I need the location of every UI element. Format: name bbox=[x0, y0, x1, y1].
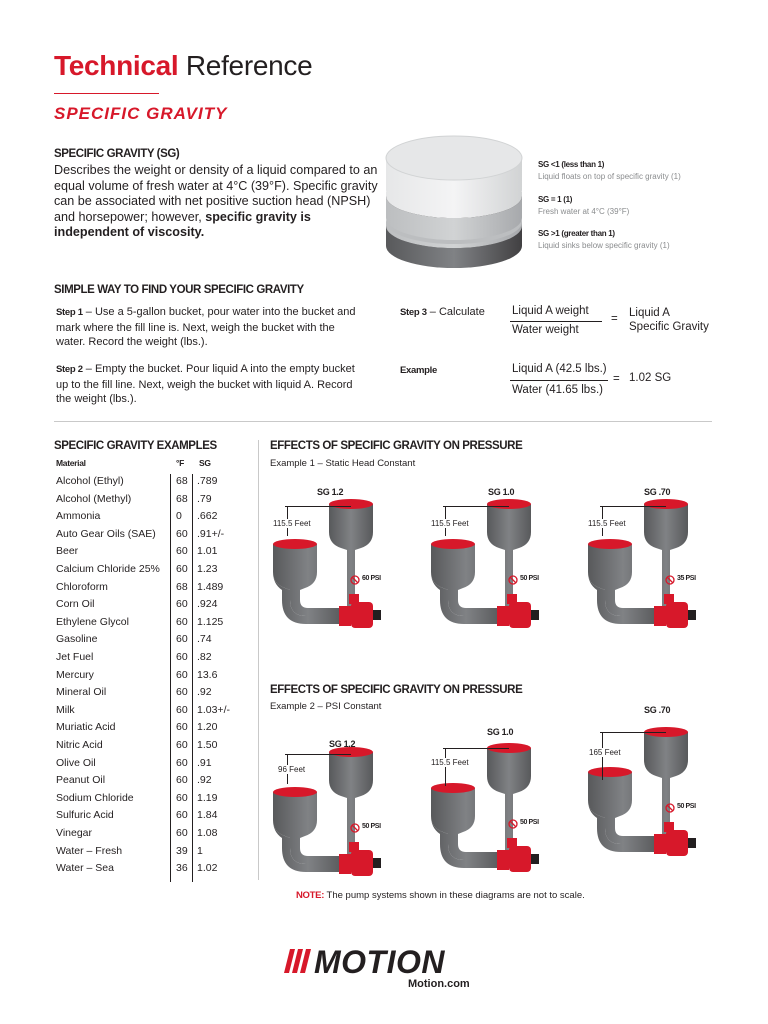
head-arrow bbox=[445, 748, 446, 786]
table-cell-material: Sodium Chloride bbox=[56, 791, 134, 804]
table-cell-material: Ammonia bbox=[56, 510, 101, 523]
table-cell-material: Corn Oil bbox=[56, 598, 95, 611]
table-divider-2 bbox=[192, 474, 193, 882]
table-cell-f: 60 bbox=[176, 598, 188, 611]
diagram-sg-label: SG .70 bbox=[644, 487, 671, 497]
table-cell-f: 0 bbox=[176, 510, 182, 523]
table-cell-material: Milk bbox=[56, 703, 75, 716]
head-line bbox=[443, 506, 509, 507]
formula-result-line1: Liquid A bbox=[629, 307, 670, 319]
table-cell-sg: .91+/- bbox=[197, 527, 225, 540]
table-cell-material: Nitric Acid bbox=[56, 739, 103, 751]
table-cell-f: 60 bbox=[176, 545, 188, 558]
diagram-sg-label: SG 1.2 bbox=[317, 487, 344, 497]
diagram-note: NOTE: The pump systems shown in these diagrams are not to scale. bbox=[296, 890, 585, 901]
diagram-feet-label: 115.5 Feet bbox=[431, 519, 469, 528]
table-cell-f: 60 bbox=[176, 703, 188, 716]
table-cell-material: Sulfuric Acid bbox=[56, 809, 114, 822]
diagram-sg-label: SG 1.0 bbox=[488, 487, 515, 497]
effects1-heading: EFFECTS OF SPECIFIC GRAVITY ON PRESSURE bbox=[270, 440, 523, 452]
pump-diagram bbox=[588, 714, 718, 856]
motion-logo-icon bbox=[284, 949, 314, 975]
table-cell-sg: 1.19 bbox=[197, 791, 218, 804]
head-line bbox=[285, 506, 351, 507]
effects1-subheading: Example 1 – Static Head Constant bbox=[270, 458, 416, 469]
formula-equals: = bbox=[611, 313, 618, 325]
brand-url[interactable]: Motion.com bbox=[408, 978, 470, 990]
table-cell-sg: .79 bbox=[197, 492, 212, 505]
table-cell-sg: 13.6 bbox=[197, 668, 218, 681]
layer-label-greater: SG >1 (greater than 1) bbox=[538, 229, 615, 238]
table-cell-f: 68 bbox=[176, 580, 188, 593]
pump-diagram bbox=[431, 736, 561, 872]
table-cell-f: 36 bbox=[176, 862, 188, 875]
diagram-feet-label: 115.5 Feet bbox=[588, 519, 626, 528]
head-line bbox=[443, 748, 509, 749]
liquid-layers-illustration bbox=[384, 132, 524, 272]
formula-bar bbox=[510, 321, 602, 322]
table-cell-material: Mercury bbox=[56, 668, 94, 681]
step-3: Step 3 – Calculate bbox=[400, 306, 485, 318]
table-cell-sg: 1.03+/- bbox=[197, 703, 230, 716]
table-cell-material: Jet Fuel bbox=[56, 651, 94, 663]
table-cell-material: Mineral Oil bbox=[56, 686, 107, 699]
table-cell-f: 60 bbox=[176, 827, 188, 839]
layer-desc-greater: Liquid sinks below specific gravity (1) bbox=[538, 241, 670, 250]
table-cell-f: 60 bbox=[176, 527, 188, 540]
diagram-psi-label: 50 PSI bbox=[362, 823, 381, 830]
diagram-sg-label: SG 1.0 bbox=[487, 727, 514, 737]
table-cell-material: Peanut Oil bbox=[56, 774, 106, 787]
table-cell-material: Olive Oil bbox=[56, 756, 96, 769]
table-cell-material: Water – Fresh bbox=[56, 844, 123, 857]
example-result: 1.02 SG bbox=[629, 372, 672, 384]
title-rule bbox=[54, 93, 159, 94]
diagram-sg-label: SG .70 bbox=[644, 705, 671, 715]
table-cell-f: 60 bbox=[176, 633, 188, 646]
table-cell-f: 60 bbox=[176, 774, 188, 787]
table-cell-material: Vinegar bbox=[56, 827, 93, 839]
table-cell-material: Auto Gear Oils (SAE) bbox=[56, 527, 156, 540]
diagram-psi-label: 60 PSI bbox=[362, 575, 381, 582]
table-cell-material: Muriatic Acid bbox=[56, 721, 116, 734]
head-line bbox=[600, 732, 666, 733]
example-denominator: Water (41.65 lbs.) bbox=[512, 384, 603, 396]
layer-label-less: SG <1 (less than 1) bbox=[538, 160, 605, 169]
table-cell-material: Water – Sea bbox=[56, 862, 114, 875]
table-cell-sg: 1.23 bbox=[197, 563, 218, 575]
formula-numerator: Liquid A weight bbox=[512, 305, 589, 317]
table-cell-sg: 1.20 bbox=[197, 721, 218, 734]
table-cell-sg: 1.50 bbox=[197, 739, 218, 751]
diagram-feet-label: 115.5 Feet bbox=[273, 519, 311, 528]
example-bar bbox=[510, 380, 608, 381]
table-cell-sg: .82 bbox=[197, 651, 212, 663]
table-cell-f: 60 bbox=[176, 721, 188, 734]
table-cell-sg: .662 bbox=[197, 510, 218, 523]
head-line bbox=[285, 754, 351, 755]
find-sg-heading: SIMPLE WAY TO FIND YOUR SPECIFIC GRAVITY bbox=[54, 284, 304, 296]
table-cell-f: 60 bbox=[176, 791, 188, 804]
table-cell-sg: 1.489 bbox=[197, 580, 224, 593]
step-2: Step 2 – Empty the bucket. Pour liquid A into the empty bucket up to the fill line. Next, weigh the bucket with liquid A. Record the weight (lbs.). bbox=[56, 363, 355, 405]
table-cell-f: 60 bbox=[176, 686, 188, 699]
table-cell-f: 60 bbox=[176, 668, 188, 681]
table-cell-material: Chloroform bbox=[56, 580, 108, 593]
formula-result-line2: Specific Gravity bbox=[629, 321, 709, 333]
layer-label-equal: SG = 1 (1) bbox=[538, 195, 573, 204]
table-cell-f: 60 bbox=[176, 739, 188, 751]
layer-desc-less: Liquid floats on top of specific gravity (1) bbox=[538, 172, 681, 181]
table-cell-sg: 1.01 bbox=[197, 545, 218, 558]
table-cell-f: 60 bbox=[176, 756, 188, 769]
table-cell-material: Ethylene Glycol bbox=[56, 615, 129, 628]
page-title: Technical Reference bbox=[54, 50, 313, 81]
diagram-psi-label: 50 PSI bbox=[677, 803, 696, 810]
table-cell-sg: .924 bbox=[197, 598, 218, 611]
section-divider bbox=[54, 421, 712, 422]
pump-diagram bbox=[588, 498, 718, 628]
diagram-psi-label: 50 PSI bbox=[520, 575, 539, 582]
diagram-psi-label: 35 PSI bbox=[677, 575, 696, 582]
col-sg: SG bbox=[199, 458, 211, 468]
table-cell-f: 68 bbox=[176, 492, 188, 505]
example-equals: = bbox=[613, 373, 620, 385]
effects2-heading: EFFECTS OF SPECIFIC GRAVITY ON PRESSURE bbox=[270, 684, 523, 696]
table-cell-sg: .92 bbox=[197, 686, 212, 699]
diagram-feet-label: 165 Feet bbox=[589, 748, 621, 757]
definition-text: Describes the weight or density of a liquid compared to an equal volume of fresh water at 4°C (39°F). Specific gravity can be associated with net positive suction head (NPSH) and horsepower; however, specific gravity is independent of viscosity. bbox=[54, 163, 378, 239]
table-cell-f: 39 bbox=[176, 844, 188, 857]
table-divider-1 bbox=[170, 474, 171, 882]
diagram-feet-label: 96 Feet bbox=[278, 765, 306, 774]
table-cell-sg: 1.125 bbox=[197, 615, 224, 628]
table-cell-sg: .74 bbox=[197, 633, 212, 646]
table-cell-sg: 1.02 bbox=[197, 862, 218, 875]
pump-diagram bbox=[431, 498, 561, 628]
table-cell-f: 60 bbox=[176, 615, 188, 628]
page-subtitle: SPECIFIC GRAVITY bbox=[54, 104, 228, 123]
table-cell-f: 68 bbox=[176, 475, 188, 487]
table-cell-f: 60 bbox=[176, 809, 188, 822]
diagram-psi-label: 50 PSI bbox=[520, 819, 539, 826]
table-cell-material: Alcohol (Ethyl) bbox=[56, 475, 124, 487]
column-divider bbox=[258, 440, 259, 880]
example-label: Example bbox=[400, 365, 437, 376]
definition-heading: SPECIFIC GRAVITY (SG) bbox=[54, 148, 180, 160]
step-1: Step 1 – Use a 5-gallon bucket, pour water into the bucket and mark where the fill line is. Next, weigh the bucket with the water. Record the weight (lbs.). bbox=[56, 306, 356, 348]
table-cell-sg: 1.08 bbox=[197, 827, 218, 839]
table-cell-material: Beer bbox=[56, 545, 79, 558]
table-cell-material: Calcium Chloride 25% bbox=[56, 563, 160, 575]
table-cell-f: 60 bbox=[176, 651, 188, 663]
table-cell-sg: .92 bbox=[197, 774, 212, 787]
table-cell-sg: .91 bbox=[197, 756, 212, 769]
formula-denominator: Water weight bbox=[512, 324, 579, 336]
col-material: Material bbox=[56, 458, 86, 468]
example-numerator: Liquid A (42.5 lbs.) bbox=[512, 363, 607, 375]
table-cell-sg: .789 bbox=[197, 475, 218, 487]
diagram-feet-label: 115.5 Feet bbox=[431, 758, 469, 767]
pump-diagram bbox=[273, 498, 403, 628]
head-line bbox=[600, 506, 666, 507]
layer-desc-equal: Fresh water at 4°C (39°F) bbox=[538, 207, 630, 216]
table-cell-material: Alcohol (Methyl) bbox=[56, 492, 132, 505]
effects2-subheading: Example 2 – PSI Constant bbox=[270, 701, 382, 712]
examples-heading: SPECIFIC GRAVITY EXAMPLES bbox=[54, 440, 217, 452]
table-cell-material: Gasoline bbox=[56, 633, 98, 646]
diagram-sg-label: SG 1.2 bbox=[329, 739, 356, 749]
table-cell-f: 60 bbox=[176, 563, 188, 575]
col-f: °F bbox=[176, 458, 184, 468]
table-cell-sg: 1.84 bbox=[197, 809, 218, 822]
table-cell-sg: 1 bbox=[197, 844, 203, 857]
brand-logo-text: MOTION bbox=[314, 944, 445, 980]
